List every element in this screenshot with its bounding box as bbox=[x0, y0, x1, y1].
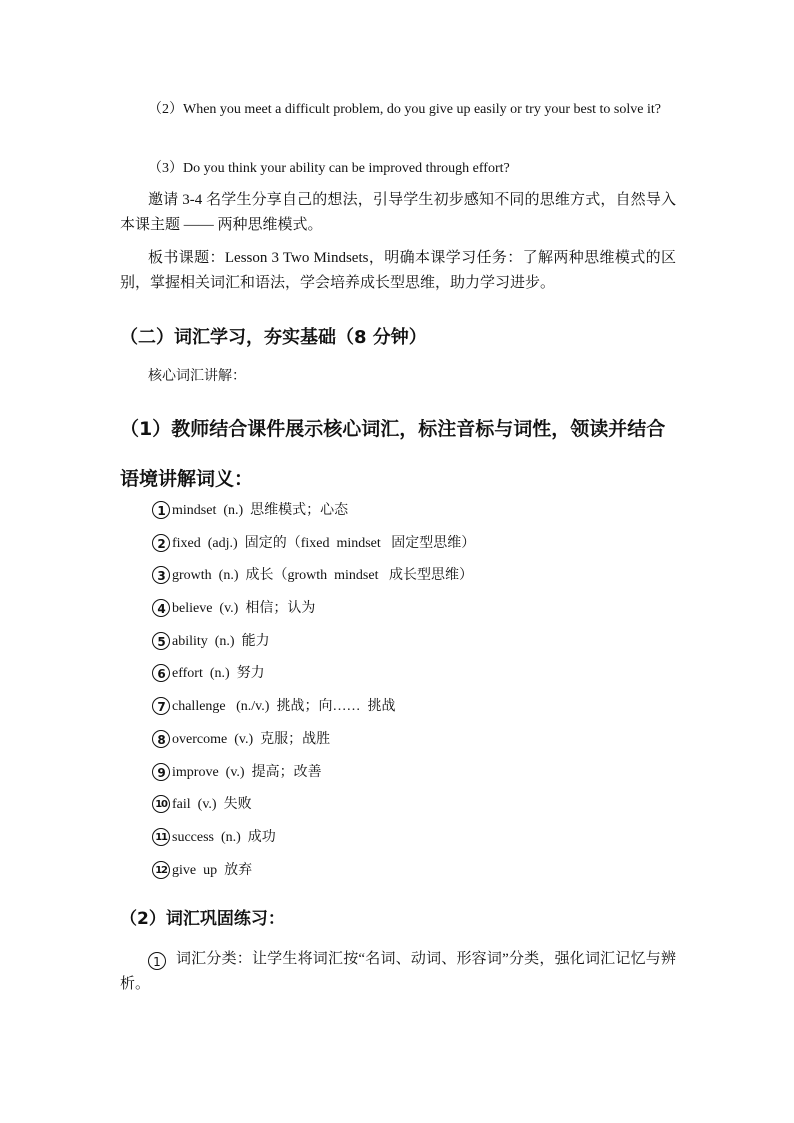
circled-number: 11 bbox=[152, 828, 170, 846]
vocab-item bbox=[152, 661, 672, 694]
vocab-item bbox=[152, 727, 672, 760]
classification-text: 词汇分类：让学生将词汇按“名词、动词、形容词”分类，强化词汇记忆与辨析。 bbox=[120, 951, 676, 992]
vocab-text: mindset (n.) 思维模式；心态 bbox=[172, 503, 349, 518]
vocab-item bbox=[152, 858, 672, 891]
vocab-text: success (n.) 成功 bbox=[172, 829, 276, 845]
question-3: （3）Do you think your ability can be improved through effort? bbox=[148, 161, 510, 176]
vocab-text: effort (n.) 努力 bbox=[172, 666, 265, 682]
circled-number: 9 bbox=[152, 763, 170, 781]
vocab-item bbox=[152, 694, 672, 727]
part-2-heading: （2）词汇巩固练习： bbox=[120, 909, 285, 929]
circled-number: 3 bbox=[152, 566, 170, 584]
vocab-text: give up 放弃 bbox=[172, 862, 253, 878]
vocab-list bbox=[152, 498, 672, 890]
core-vocab-subheading: 核心词汇讲解： bbox=[148, 369, 246, 384]
vocab-text: ability (n.) 能力 bbox=[172, 633, 270, 649]
vocab-text: fail (v.) 失败 bbox=[172, 797, 252, 813]
vocab-item bbox=[152, 498, 672, 531]
classification-exercise bbox=[120, 947, 676, 997]
vocab-text: growth (n.) 成长（growth mindset 成长型思维） bbox=[172, 568, 473, 584]
vocab-text: improve (v.) 提高；改善 bbox=[172, 764, 322, 780]
circled-number: 6 bbox=[152, 664, 170, 682]
vocab-item bbox=[152, 531, 672, 564]
circled-number: 4 bbox=[152, 599, 170, 617]
vocab-item bbox=[152, 792, 672, 825]
vocab-item bbox=[152, 596, 672, 629]
circled-number: 2 bbox=[152, 534, 170, 552]
vocab-text: believe (v.) 相信；认为 bbox=[172, 601, 316, 617]
question-2: （2）When you meet a difficult problem, do you give up easily or try your best to solve it? bbox=[148, 102, 661, 117]
invite-paragraph: 邀请 3-4 名学生分享自己的想法，引导学生初步感知不同的思维方式，自然导入本课主题 —— 两种思维模式。 bbox=[120, 192, 676, 233]
vocab-item bbox=[152, 629, 672, 662]
vocab-item bbox=[152, 760, 672, 793]
vocab-text: fixed (adj.) 固定的（fixed mindset 固定型思维） bbox=[172, 535, 476, 551]
circled-number: 10 bbox=[152, 795, 170, 813]
vocab-item bbox=[152, 563, 672, 596]
vocab-text: overcome (v.) 克服；战胜 bbox=[172, 731, 331, 747]
board-title-paragraph: 板书课题：Lesson 3 Two Mindsets，明确本课学习任务：了解两种思维模式的区别，掌握相关词汇和语法，学会培养成长型思维，助力学习进步。 bbox=[120, 250, 676, 291]
part-1-heading: （1）教师结合课件展示核心词汇，标注音标与词性，领读并结合语境讲解词义： bbox=[120, 418, 666, 490]
circled-number: 12 bbox=[152, 861, 170, 879]
section-2-heading: （二）词汇学习，夯实基础（8 分钟） bbox=[120, 327, 427, 348]
vocab-item bbox=[152, 825, 672, 858]
vocab-text: challenge (n./v.) 挑战；向…… 挑战 bbox=[172, 699, 396, 715]
circled-number: 8 bbox=[152, 730, 170, 748]
circled-number: 5 bbox=[152, 632, 170, 650]
circled-number: 1 bbox=[152, 501, 170, 519]
circled-number: 7 bbox=[152, 697, 170, 715]
circled-number: 1 bbox=[148, 952, 166, 970]
